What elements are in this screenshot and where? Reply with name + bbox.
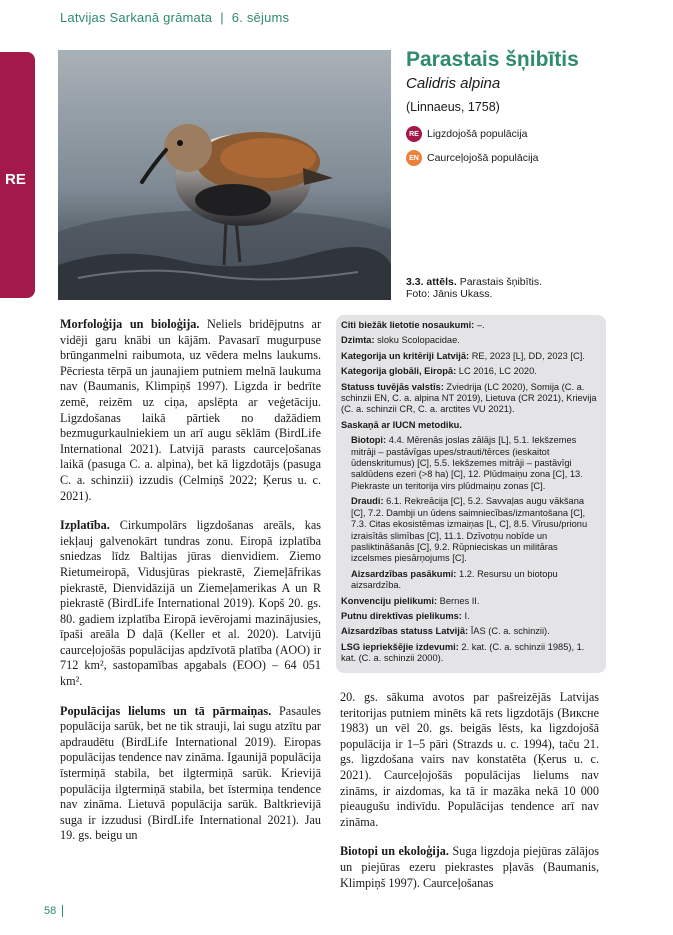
info-row: Biotopi: 4.4. Mērenās joslas zālājs [L], 5.1. Iekšzemes mitrāji – pastāvīgas upes/strauti/tērces (ieskaitot ūdenskritumus) [C], 5.5. Iekšzemes mitrāji – pastāvīgi saldūdens ezeri (>8 ha) [C], 12. Plūdmaiņu zona [C], 13. Piekraste un teritorija virs plūdmaiņu zonas [C]. xyxy=(351,435,583,491)
info-row: Draudi: 6.1. Rekreācija [C], 5.2. Savvaļas augu vākšana [C], 7.2. Dambji un ūdens saimniecības/izmantošana [C], 7.3. Citas ekosistēmas izmaiņas [L, C], 8.5. Vīrusu/prionu izraisītās slimības [C], 11.1. Dzīvotņu nobīde un pasliktināšanās [C], 9.2. Rūpnieciskas un militāras izcelsmes piesārņojums [C]. xyxy=(351,496,588,564)
right-text-column xyxy=(340,690,599,905)
left-text-column xyxy=(60,317,321,858)
volume-label: 6. sējums xyxy=(231,10,290,25)
page-footer xyxy=(44,905,63,917)
info-row: Kategorija un kritēriji Latvijā: RE, 2023 [L], DD, 2023 [C]. xyxy=(341,350,585,361)
paragraph-heading: Morfoloģija un bioloģija. xyxy=(60,317,200,331)
info-row: Aizsardzības pasākumi: 1.2. Resursu un biotopu aizsardzība. xyxy=(351,568,558,591)
bird-photo xyxy=(58,50,391,300)
paragraph-text: 20. gs. sākuma avotos par pašreizējās Latvijas teritorijas putniem minēts kā rets ligzdotājs (Викснe 1983) un vēl 20. gs. beigās lēsts, ka ligzdojošā populācija ir 1–5 pāri (Strazds u. c. 1994), taču 21. gs. ligzdošana vairs nav konstatēta (Ķerus u. c. 2021). Caurceļojošās populācijas lielums nav zināms, ir aizdomas, ka tā ir mazāka nekā 10 000 pieaugušu indivīdu. Populācijas tendence arī nav zināma. xyxy=(340,690,599,829)
info-row: Aizsardzības statuss Latvijā: ĪAS (C. a. schinzii). xyxy=(341,626,550,637)
species-author: (Linnaeus, 1758) xyxy=(406,100,500,114)
status-row-re xyxy=(406,126,666,142)
info-row: Citi biežāk lietotie nosaukumi: –. xyxy=(341,320,485,330)
status-row-en xyxy=(406,150,666,166)
paragraph-heading: Populācijas lielums un tā pārmaiņas. xyxy=(60,703,272,718)
paragraph-habitat xyxy=(340,844,599,891)
caption-credit: Foto: Jānis Ukass. xyxy=(406,288,493,300)
footer-rule xyxy=(62,905,63,917)
species-name: Parastais šņibītis xyxy=(406,48,579,71)
status-badge-en: EN xyxy=(406,150,422,166)
status-label-re: Ligzdojošā populācija xyxy=(427,128,528,140)
paragraph-population-continued xyxy=(340,690,599,830)
species-title-block xyxy=(406,46,666,166)
paragraph-text: Suga ligzdoja piejūras zālājos un piejūras ezeru piekrastes pļavās (Baumanis, Klimpiņš 1997). Caurceļošanas xyxy=(340,844,600,890)
info-row: Saskaņā ar IUCN metodiku. xyxy=(341,419,462,430)
caption-number: 3.3. attēls. xyxy=(406,276,457,288)
caption-text: Parastais šņibītis. xyxy=(459,276,542,288)
paragraph-morphology xyxy=(60,317,321,504)
header-separator: | xyxy=(220,10,224,25)
paragraph-distribution xyxy=(60,518,321,690)
info-row: Putnu direktīvas pielikums: I. xyxy=(341,610,470,621)
latin-name: Calidris alpina xyxy=(406,75,501,92)
side-tab-label: RE xyxy=(5,171,26,188)
info-row: Statuss tuvējās valstīs: Zviedrija (LC 2020), Somija (C. a. schinzii EN, C. a. alpina NT 2019), Lietuva (CR 2021), Krievija (C. a. schinzii CR, C. a. arctites VU 2021). xyxy=(341,381,597,415)
info-row: Konvenciju pielikumi: Bernes II. xyxy=(341,595,480,606)
info-row: LSG iepriekšējie izdevumi: 2. kat. (C. a. schinzii 1985), 1. kat. (C. a. schinzii 2000). xyxy=(341,641,585,664)
paragraph-text: Cirkumpolārs ligzdošanas areāls, kas iekļauj galvenokārt tundras zonu. Eiropā izplatība sniedzas līdz Baltijas jūras dienvidiem. Ziemo Rietumeiropā, Vidusjūras piekrastē, Ziemeļāfrikas piekrastē, Dienvidāzijā un Ziemeļamerikas A un R piekrastē (BirdLife International 2019). Kopš 20. gs. 80. gadiem izplatība Eiropā ievērojami mazinājusies, īpaši areāla D daļā (Keller et al. 2020). Latvijū caurceļojošās populācijas apdzīvotā platība (AOO) ir 712 km², sastopamības apgabals (EOO) – 64 051 km². xyxy=(60,518,321,689)
paragraph-population xyxy=(60,704,321,844)
info-row: Dzimta: sloku Scolopacidae. xyxy=(341,335,460,346)
category-side-tab xyxy=(0,52,35,298)
paragraph-heading: Biotopi un ekoloģija. xyxy=(340,844,449,859)
paragraph-text: Neliels bridējputns ar vidēji garu knābi un kājām. Pavasarī mugurpuse brūnganmelni raibumota, uz vēdera melns laukums. Pēcriesta tērpā un jaunajiem putniem melnā laukuma nav (Baumanis, Klimpiņš 1997). Ligzda ir bedrīte zemē, reizēm uz ciņa, apslēpta ar veģetāciju. Ligzdošanas laikā pārtiek no dažādiem bezmugurkaulniekiem un arī augu sēklām (BirdLife International 2021). Latvijā parasts caurceļošanas laikā (pasuga C. a. alpina), bet kā ligzdotājs (pasuga C. a. schinzii) izzudis (Celmiņš 2022; Ķerus u. c. 2021). xyxy=(60,317,322,503)
status-badge-re: RE xyxy=(406,126,422,142)
running-header xyxy=(60,10,289,25)
photo-caption xyxy=(406,276,656,300)
paragraph-text: Pasaules populācija sarūk, bet ne tik strauji, lai sugu atzītu par apdraudētu (BirdLife International 2019). Eiropas populācijas tendence nav zināma. Igaunijā populācija īstermiņā stabila, bet ilgtermiņā sarūk. Krievijā populācija ilgtermiņā stabila, bet īstermiņa tendence nav zināma. Lietuvā populācija sarūk. Baltkrievijā suga ir izzudusi (BirdLife International 2021). Jau 19. gs. beigu un xyxy=(60,703,321,843)
book-title: Latvijas Sarkanā grāmata xyxy=(60,10,213,25)
paragraph-heading: Izplatība. xyxy=(60,518,110,533)
status-label-en: Caurceļojošā populācija xyxy=(427,152,539,164)
info-row: Kategorija globāli, Eiropā: LC 2016, LC 2020. xyxy=(341,366,537,377)
species-info-box xyxy=(336,315,606,673)
page-number: 58 xyxy=(44,905,57,917)
